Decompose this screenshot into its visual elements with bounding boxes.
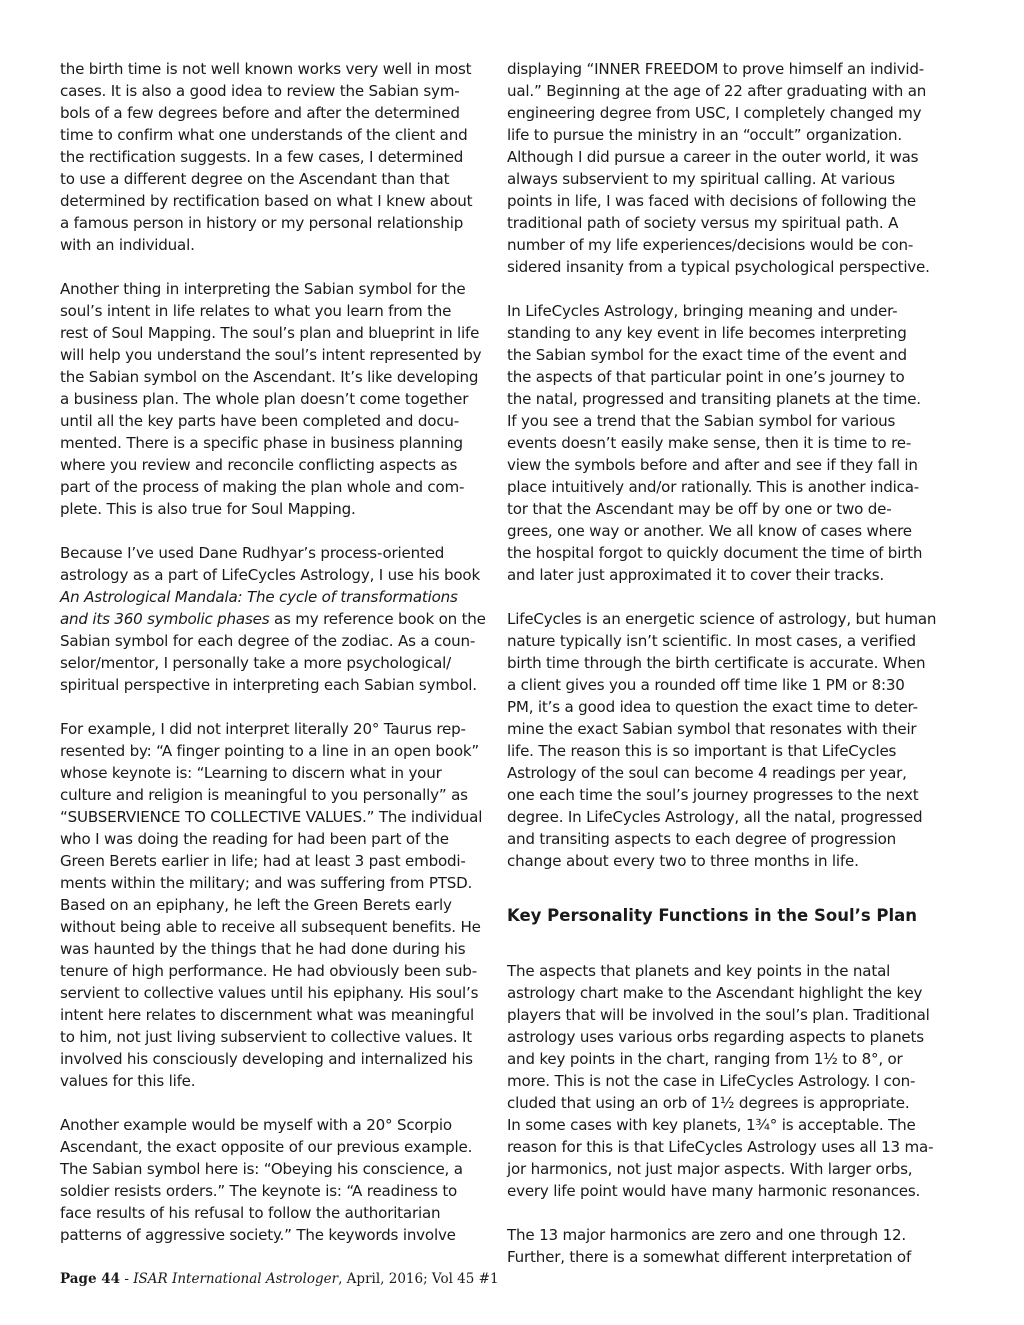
text-line: events doesn’t easily make sense, then it is time to re- bbox=[507, 434, 912, 452]
text-line: Astrology of the soul can become 4 readings per year, bbox=[507, 764, 907, 782]
paragraph-gap bbox=[60, 256, 492, 278]
text-line: a business plan. The whole plan doesn’t come together bbox=[60, 390, 469, 408]
text-line: Another example would be myself with a 20° Scorpio bbox=[60, 1116, 452, 1134]
text-line: The aspects that planets and key points in the natal bbox=[507, 962, 891, 980]
text-line: cases. It is also a good idea to review the Sabian sym- bbox=[60, 82, 460, 100]
paragraph-gap bbox=[507, 586, 939, 608]
text-line: part of the process of making the plan whole and com- bbox=[60, 478, 465, 496]
text-line: with an individual. bbox=[60, 236, 195, 254]
text-line: time to confirm what one understands of the client and bbox=[60, 126, 468, 144]
text-line: whose keynote is: “Learning to discern what in your bbox=[60, 764, 442, 782]
text-line: soldier resists orders.” The keynote is: “A readiness to bbox=[60, 1182, 458, 1200]
text-line: tor that the Ascendant may be off by one or two de- bbox=[507, 500, 892, 518]
paragraph bbox=[507, 58, 939, 278]
text-line: rest of Soul Mapping. The soul’s plan and blueprint in life bbox=[60, 324, 480, 342]
text-line: the hospital forgot to quickly document the time of birth bbox=[507, 544, 923, 562]
paragraph-gap bbox=[507, 278, 939, 300]
text-line: and its 360 symbolic phases as my reference book on the bbox=[60, 610, 486, 628]
text-line: change about every two to three months in life. bbox=[507, 852, 859, 870]
paragraph bbox=[60, 1114, 492, 1246]
text-line: ual.” Beginning at the age of 22 after graduating with an bbox=[507, 82, 927, 100]
text-line: spiritual perspective in interpreting each Sabian symbol. bbox=[60, 676, 477, 694]
paragraph-gap bbox=[507, 1202, 939, 1224]
paragraph bbox=[507, 608, 939, 872]
text-line: players that will be involved in the soul’s plan. Traditional bbox=[507, 1006, 930, 1024]
text-line: where you review and reconcile conflicting aspects as bbox=[60, 456, 458, 474]
text-line: the Sabian symbol for the exact time of the event and bbox=[507, 346, 907, 364]
text-line: more. This is not the case in LifeCycles Astrology. I con- bbox=[507, 1072, 916, 1090]
text-line: reason for this is that LifeCycles Astrology uses all 13 ma- bbox=[507, 1138, 934, 1156]
text-line: to use a different degree on the Ascendant than that bbox=[60, 170, 450, 188]
text-line: mented. There is a specific phase in business planning bbox=[60, 434, 463, 452]
text-line: resented by: “A finger pointing to a line in an open book” bbox=[60, 742, 480, 760]
text-line: the rectification suggests. In a few cases, I determined bbox=[60, 148, 464, 166]
text-line: displaying “INNER FREEDOM to prove himself an individ- bbox=[507, 60, 925, 78]
paragraph bbox=[60, 718, 492, 1092]
text-line: the aspects of that particular point in one’s journey to bbox=[507, 368, 905, 386]
paragraph bbox=[60, 542, 492, 696]
text-line: sidered insanity from a typical psychological perspective. bbox=[507, 258, 930, 276]
paragraph bbox=[507, 960, 939, 1202]
text-line: a famous person in history or my personal relationship bbox=[60, 214, 464, 232]
text-line: If you see a trend that the Sabian symbol for various bbox=[507, 412, 896, 430]
text-line: Based on an epiphany, he left the Green Berets early bbox=[60, 896, 452, 914]
book-title-fragment: and its 360 symbolic phases bbox=[60, 610, 270, 628]
text-line: jor harmonics, not just major aspects. With larger orbs, bbox=[507, 1160, 913, 1178]
text-line: astrology chart make to the Ascendant highlight the key bbox=[507, 984, 923, 1002]
text-line: values for this life. bbox=[60, 1072, 196, 1090]
text-line: nature typically isn’t scientific. In most cases, a verified bbox=[507, 632, 916, 650]
text-line: Further, there is a somewhat different interpretation of bbox=[507, 1248, 912, 1266]
text-line: ments within the military; and was suffering from PTSD. bbox=[60, 874, 473, 892]
text-line: life. The reason this is so important is that LifeCycles bbox=[507, 742, 897, 760]
paragraph-gap bbox=[60, 520, 492, 542]
page-number: Page 44 bbox=[60, 1271, 121, 1287]
text-line: a client gives you a rounded off time like 1 PM or 8:30 bbox=[507, 676, 905, 694]
paragraph bbox=[507, 1224, 939, 1268]
text-line: Ascendant, the exact opposite of our previous example. bbox=[60, 1138, 473, 1156]
text-line: without being able to receive all subsequent benefits. He bbox=[60, 918, 481, 936]
text-line: and later just approximated it to cover their tracks. bbox=[507, 566, 884, 584]
text-line: will help you understand the soul’s intent represented by bbox=[60, 346, 482, 364]
paragraph bbox=[507, 300, 939, 586]
text-line: number of my life experiences/decisions would be con- bbox=[507, 236, 914, 254]
text-line: every life point would have many harmonic resonances. bbox=[507, 1182, 921, 1200]
text-line: The Sabian symbol here is: “Obeying his conscience, a bbox=[60, 1160, 463, 1178]
paragraph bbox=[60, 278, 492, 520]
text-line: LifeCycles is an energetic science of astrology, but human bbox=[507, 610, 937, 628]
paragraph-gap bbox=[507, 872, 939, 894]
paragraph-gap bbox=[60, 696, 492, 718]
text-line: until all the key parts have been completed and docu- bbox=[60, 412, 460, 430]
left-column bbox=[60, 58, 492, 1246]
text-line: “SUBSERVIENCE TO COLLECTIVE VALUES.” The individual bbox=[60, 808, 483, 826]
text-line: Although I did pursue a career in the outer world, it was bbox=[507, 148, 919, 166]
text-line: standing to any key event in life becomes interpreting bbox=[507, 324, 907, 342]
text-line: place intuitively and/or rationally. This is another indica- bbox=[507, 478, 920, 496]
text-line: Another thing in interpreting the Sabian symbol for the bbox=[60, 280, 466, 298]
text-line: The 13 major harmonics are zero and one through 12. bbox=[507, 1226, 906, 1244]
text-line: Green Berets earlier in life; had at least 3 past embodi- bbox=[60, 852, 466, 870]
text-line: view the symbols before and after and see if they fall in bbox=[507, 456, 918, 474]
text-line: bols of a few degrees before and after the determined bbox=[60, 104, 460, 122]
text-line: always subservient to my spiritual calling. At various bbox=[507, 170, 895, 188]
text-line: life to pursue the ministry in an “occult” organization. bbox=[507, 126, 903, 144]
text-line: traditional path of society versus my spiritual path. A bbox=[507, 214, 899, 232]
text-line: and transiting aspects to each degree of progression bbox=[507, 830, 897, 848]
text-line: patterns of aggressive society.” The keywords involve bbox=[60, 1226, 456, 1244]
text-line: In some cases with key planets, 1¾° is acceptable. The bbox=[507, 1116, 916, 1134]
text-line: In LifeCycles Astrology, bringing meaning and under- bbox=[507, 302, 898, 320]
text-line: intent here relates to discernment what was meaningful bbox=[60, 1006, 475, 1024]
text-line: culture and religion is meaningful to you personally” as bbox=[60, 786, 468, 804]
publication-title: ISAR International Astrologer bbox=[133, 1271, 339, 1287]
text-line: mine the exact Sabian symbol that resonates with their bbox=[507, 720, 917, 738]
paragraph-gap bbox=[60, 1092, 492, 1114]
text-line: to him, not just living subservient to collective values. It bbox=[60, 1028, 473, 1046]
text-line: Sabian symbol for each degree of the zodiac. As a coun- bbox=[60, 632, 476, 650]
text-line: face results of his refusal to follow the authoritarian bbox=[60, 1204, 441, 1222]
text-line: one each time the soul’s journey progresses to the next bbox=[507, 786, 919, 804]
text-line: determined by rectification based on what I knew about bbox=[60, 192, 473, 210]
paragraph bbox=[60, 58, 492, 256]
text-line: birth time through the birth certificate is accurate. When bbox=[507, 654, 926, 672]
text-line: and key points in the chart, ranging from 1½ to 8°, or bbox=[507, 1050, 903, 1068]
text-line: astrology as a part of LifeCycles Astrology, I use his book bbox=[60, 566, 480, 584]
page-footer bbox=[60, 1271, 499, 1287]
text-line: Because I’ve used Dane Rudhyar’s process-oriented bbox=[60, 544, 445, 562]
text-line: soul’s intent in life relates to what you learn from the bbox=[60, 302, 452, 320]
text-line: plete. This is also true for Soul Mapping. bbox=[60, 500, 356, 518]
text-line: tenure of high performance. He had obviously been sub- bbox=[60, 962, 477, 980]
text-line: the Sabian symbol on the Ascendant. It’s like developing bbox=[60, 368, 479, 386]
section-heading: Key Personality Functions in the Soul’s Plan bbox=[507, 906, 918, 925]
text-line: For example, I did not interpret literally 20° Taurus rep- bbox=[60, 720, 466, 738]
text-line: selor/mentor, I personally take a more psychological/ bbox=[60, 654, 452, 672]
text-line: astrology uses various orbs regarding aspects to planets bbox=[507, 1028, 924, 1046]
text-line: engineering degree from USC, I completely changed my bbox=[507, 104, 922, 122]
text-line: who I was doing the reading for had been part of the bbox=[60, 830, 449, 848]
issue-info: , April, 2016; Vol 45 #1 bbox=[338, 1271, 499, 1287]
right-column bbox=[507, 58, 939, 1268]
text-line: degree. In LifeCycles Astrology, all the natal, progressed bbox=[507, 808, 923, 826]
text-line: PM, it’s a good idea to question the exact time to deter- bbox=[507, 698, 918, 716]
text-line: points in life, I was faced with decisions of following the bbox=[507, 192, 916, 210]
text-line: involved his consciously developing and internalized his bbox=[60, 1050, 473, 1068]
footer-separator: - bbox=[120, 1271, 134, 1287]
text-line: the natal, progressed and transiting planets at the time. bbox=[507, 390, 921, 408]
text-line: servient to collective values until his epiphany. His soul’s bbox=[60, 984, 479, 1002]
text-line: An Astrological Mandala: The cycle of transformations bbox=[60, 588, 458, 606]
text-line: the birth time is not well known works very well in most bbox=[60, 60, 472, 78]
text-line: grees, one way or another. We all know of cases where bbox=[507, 522, 912, 540]
text-line: was haunted by the things that he had done during his bbox=[60, 940, 466, 958]
text-line: cluded that using an orb of 1½ degrees is appropriate. bbox=[507, 1094, 910, 1112]
paragraph-gap bbox=[507, 938, 939, 960]
